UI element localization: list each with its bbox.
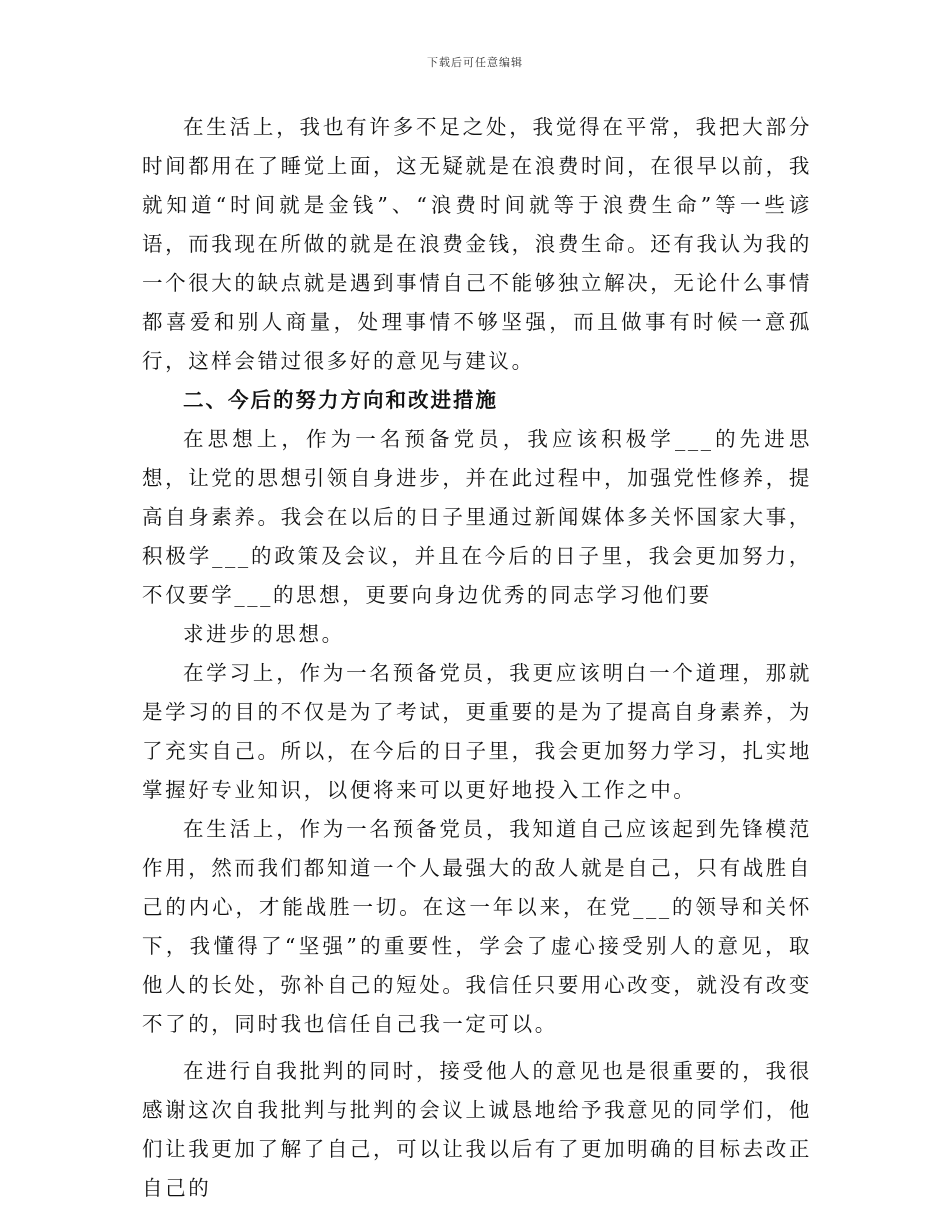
page-header: 下载后可任意编辑 [427, 56, 523, 69]
paragraph-thought: 在思想上，作为一名预备党员，我应该积极学___的先进思想，让党的思想引领自身进步，并在此过程中，加强党性修养，提高自身素养。我会在以后的日子里通过新闻媒体多关怀国家大事，积极学___的政策及会议，并且在今后的日子里，我会更加努力，不仅要学___的思想，更要向身边优秀的同志学习他们要 [142, 427, 812, 607]
paragraph-study: 在学习上，作为一名预备党员，我更应该明白一个道理，那就是学习的目的不仅是为了考试，更重要的是为了提高自身素养，为了充实自己。所以，在今后的日子里，我会更加努力学习，扎实地掌握好专业知识，以便将来可以更好地投入工作之中。 [142, 661, 812, 802]
paragraph-self-criticism: 在进行自我批判的同时，接受他人的意见也是很重要的，我很感谢这次自我批判与批判的会议上诚恳地给予我意见的同学们，他们让我更加了解了自己，可以让我以后有了更加明确的目标去改正自己的 [142, 1059, 812, 1200]
paragraph-thought-continued: 求进步的思想。 [183, 622, 345, 646]
section-heading-improvement: 二、今后的努力方向和改进措施 [183, 388, 498, 412]
paragraph-life-shortcomings: 在生活上，我也有许多不足之处，我觉得在平常，我把大部分时间都用在了睡觉上面，这无疑就是在浪费时间，在很早以前，我就知道“时间就是金钱”、“浪费时间就等于浪费生命”等一些谚语，而我现在所做的就是在浪费金钱，浪费生命。还有我认为我的一个很大的缺点就是遇到事情自己不能够独立解决，无论什么事情都喜爱和别人商量，处理事情不够坚强，而且做事有时候一意孤行，这样会错过很多好的意见与建议。 [142, 115, 812, 373]
document-body [142, 108, 812, 1208]
paragraph-life-improvement: 在生活上，作为一名预备党员，我知道自己应该起到先锋模范作用，然而我们都知道一个人最强大的敌人就是自己，只有战胜自己的内心，才能战胜一切。在这一年以来，在党___的领导和关怀下，我懂得了“坚强”的重要性，学会了虚心接受别人的意见，取他人的长处，弥补自己的短处。我信任只要用心改变，就没有改变不了的，同时我也信任自己我一定可以。 [142, 817, 812, 1036]
